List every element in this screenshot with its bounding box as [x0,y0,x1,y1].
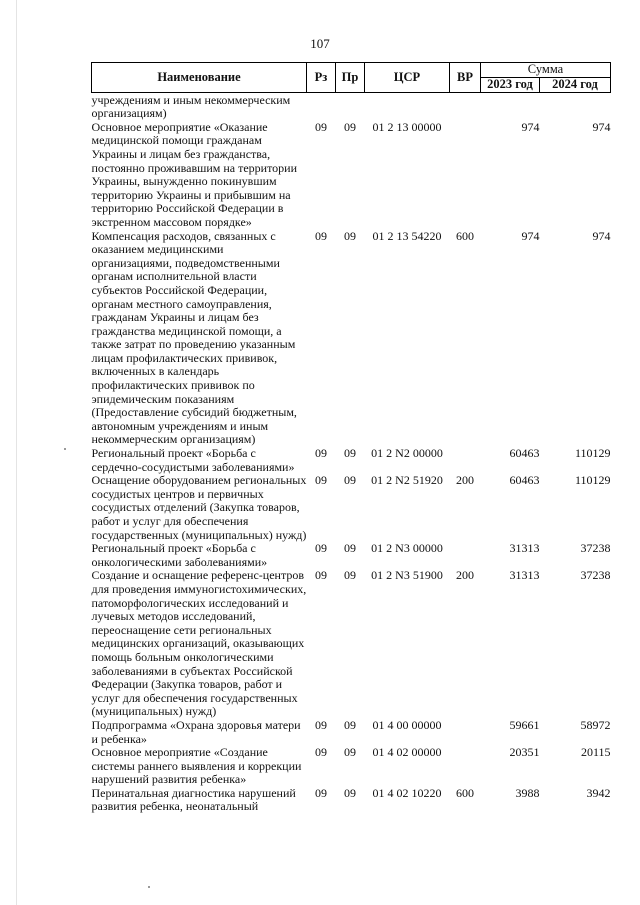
row-rz: 09 [315,568,327,583]
row-sum-2024: 974 [592,228,611,243]
row-rz: 09 [315,785,327,800]
row-vr [450,447,481,474]
row-sum-2023: 3988 [515,785,540,800]
row-csr: 01 4 02 10220 [372,785,442,800]
table-row [92,787,611,814]
row-sum-2023: 59661 [509,717,540,732]
row-pr: 09 [344,473,356,488]
row-pr: 09 [344,541,356,556]
table-body [92,92,611,814]
scan-edge-line [16,0,17,905]
row-vr [450,746,481,787]
row-csr: 01 2 13 54220 [372,228,442,243]
row-csr: 01 2 N2 51920 [371,473,443,488]
table-row [92,121,611,230]
table-row [92,719,611,746]
row-sum-2023: 20351 [509,745,540,760]
row-rz: 09 [315,228,327,243]
row-pr: 09 [344,228,356,243]
table-row [92,746,611,787]
row-sum-2024: 20115 [580,745,611,760]
header-vr: ВР [450,63,481,93]
row-name: Региональный проект «Борьба с сердечно-сосудистыми заболеваниями» [91,446,295,474]
budget-table [91,62,611,814]
row-rz: 09 [315,541,327,556]
row-name: Основное мероприятие «Создание системы раннего выявления и коррекции нарушений развития ребенка» [91,745,302,787]
row-sum-2024 [540,92,611,121]
row-csr: 01 4 02 00000 [372,745,442,760]
row-rz: 09 [315,717,327,732]
row-csr: 01 2 N2 00000 [371,446,443,461]
row-pr: 09 [344,568,356,583]
row-sum-2023 [481,92,540,121]
row-sum-2023: 31313 [509,541,540,556]
row-name: Перинатальная диагностика нарушений развития ребенка, неонатальный [91,785,296,814]
row-sum-2023: 974 [521,119,540,134]
header-name: Наименование [92,63,307,93]
row-name: Создание и оснащение референс-центров для проведения иммуногистохимических, патоморфологических исследований и лучевых методов исследований, переоснащение сети региональных медицинских организаций, оказывающих помощь больным онкологическими заболеваниями в субъектах Российской Федерации (Закупка товаров, работ и услуг для обеспечения государственных (муниципальных) нужд) [91,568,307,719]
scan-speck [148,886,150,888]
table-row [92,542,611,569]
row-sum-2024: 110129 [574,446,611,461]
row-name: Подпрограмма «Охрана здоровья матери и ребенка» [91,717,301,746]
row-rz: 09 [315,446,327,461]
row-name: Региональный проект «Борьба с онкологическими заболеваниями» [91,541,268,569]
row-sum-2023: 31313 [509,568,540,583]
row-sum-2024: 3942 [586,785,611,800]
row-name: Оснащение оборудованием региональных сосудистых центров и первичных сосудистых отделений (Закупка товаров, работ и услуг для обеспечения государственных (муниципальных) нужд) [91,473,307,542]
row-rz: 09 [315,745,327,760]
row-sum-2024: 37238 [580,568,611,583]
row-vr: 200 [456,473,474,488]
table-row [92,447,611,474]
table-header [92,63,611,93]
header-csr: ЦСР [365,63,450,93]
row-pr: 09 [344,446,356,461]
scan-speck [64,448,66,450]
row-pr: 09 [344,119,356,134]
row-vr [450,542,481,569]
row-sum-2024: 58972 [580,717,611,732]
row-vr [450,92,481,121]
row-pr: 09 [344,785,356,800]
row-sum-2024: 974 [592,119,611,134]
table-row [92,474,611,542]
row-rz: 09 [315,473,327,488]
row-pr: 09 [344,745,356,760]
row-vr [450,719,481,746]
row-vr: 200 [456,568,474,583]
row-pr: 09 [344,717,356,732]
table-row [92,230,611,448]
table-row [92,569,611,719]
row-sum-2024: 110129 [574,473,611,488]
row-name: Основное мероприятие «Оказание медицинской помощи гражданам Украины и лицам без гражданства, постоянно проживавшим на территории Украины, вынужденно покинувшим территорию Украины и прибывшим на территорию Российской Федерации в экстренном массовом порядке» [91,119,298,229]
row-rz: 09 [315,119,327,134]
row-pr [336,92,365,121]
row-vr: 600 [456,785,474,800]
row-csr: 01 2 N3 00000 [371,541,443,556]
row-sum-2023: 60463 [509,446,540,461]
row-csr [365,92,450,121]
row-vr: 600 [456,228,474,243]
row-name: учреждениям и иным некоммерческим организациям) [91,92,291,121]
row-csr: 01 4 00 00000 [372,717,442,732]
header-2023: 2023 год [481,78,540,93]
row-sum-2023: 974 [521,228,540,243]
table-row [92,92,611,121]
header-rz: Рз [307,63,336,93]
row-vr [450,121,481,230]
header-pr: Пр [336,63,365,93]
row-name: Компенсация расходов, связанных с оказанием медицинскими организациями, подведомственными органам исполнительной власти субъектов Российской Федерации, органам местного самоуправления, гражданам Украины и лицам без гражданства медицинской помощи, а также затрат по проведению указанным лицам профилактических прививок, включенных в календарь профилактических прививок по эпидемическим показаниям (Предоставление субсидий бюджетным, автономным учреждениям и иным некоммерческим организациям) [91,228,297,447]
row-rz [307,92,336,121]
header-sum: Сумма [481,63,611,78]
header-2024: 2024 год [540,78,611,93]
row-csr: 01 2 N3 51900 [371,568,443,583]
row-csr: 01 2 13 00000 [372,119,442,134]
page-number: 107 [310,36,330,51]
row-sum-2023: 60463 [509,473,540,488]
row-sum-2024: 37238 [580,541,611,556]
